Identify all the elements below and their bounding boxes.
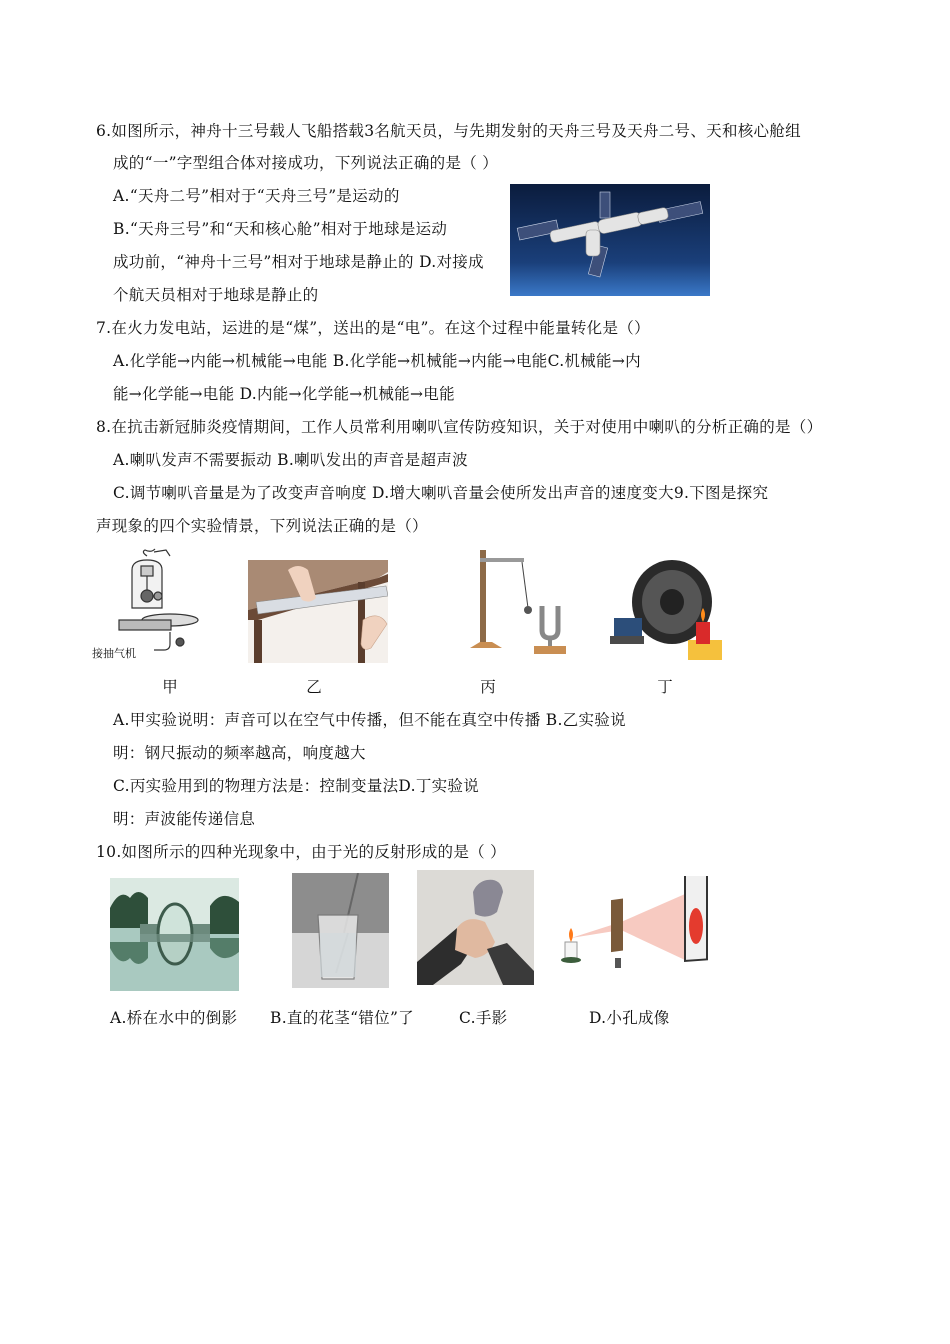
q10-option-a: A.桥在水中的倒影 <box>110 1009 238 1027</box>
q6-option-c: 成功前，“神舟十三号”相对于地球是静止的 D.对接成 <box>113 253 484 271</box>
q7-stem: 7.在火力发电站，运进的是“煤”，送出的是“电”。在这个过程中能量转化是（） <box>96 319 650 337</box>
q9-option-line3: C.丙实验用到的物理方法是：控制变量法D.丁实验说 <box>113 777 480 795</box>
q7-options-line2: 能→化学能→电能 D.内能→化学能→机械能→电能 <box>113 385 455 403</box>
caption-jia: 甲 <box>162 678 178 696</box>
pump-label: 接抽气机 <box>92 647 136 660</box>
pinhole-imaging-image <box>555 876 710 972</box>
space-station-image <box>510 184 710 296</box>
q10-option-c: C.手影 <box>459 1009 508 1027</box>
q10-stem: 10.如图所示的四种光现象中，由于光的反射形成的是（ ） <box>96 843 506 861</box>
ruler-table-figure <box>248 560 388 663</box>
q10-option-d: D.小孔成像 <box>589 1009 670 1027</box>
q6-stem-line2: 成的“一”字型组合体对接成功，下列说法正确的是（ ） <box>113 154 499 172</box>
bridge-reflection-image <box>110 878 239 991</box>
hand-shadow-image <box>417 870 534 985</box>
q9-option-line1: A.甲实验说明：声音可以在空气中传播，但不能在真空中传播 B.乙实验说 <box>113 711 626 729</box>
q6-option-b: B.“天舟三号”和“天和核心舱”相对于地球是运动 <box>113 220 448 238</box>
q8-stem: 8.在抗击新冠肺炎疫情期间，工作人员常利用喇叭宣传防疫知识，关于对使用中喇叭的分析正确的是（） <box>96 418 823 436</box>
q7-options-line1: A.化学能→内能→机械能→电能 B.化学能→机械能→内能→电能C.机械能→内 <box>113 352 641 370</box>
glass-straw-image <box>292 873 389 988</box>
caption-ding: 丁 <box>657 678 673 696</box>
q6-option-d: 个航天员相对于地球是静止的 <box>113 286 319 304</box>
caption-bing: 丙 <box>480 678 496 696</box>
q9-stem: 声现象的四个实验情景，下列说法正确的是（） <box>96 517 428 535</box>
caption-yi: 乙 <box>306 678 322 696</box>
q6-option-a: A.“天舟二号”相对于“天舟三号”是运动的 <box>113 187 400 205</box>
speaker-candle-figure <box>610 556 725 664</box>
q9-option-line4: 明：声波能传递信息 <box>113 810 256 828</box>
q10-option-b: B.直的花茎“错位”了 <box>270 1009 414 1027</box>
tuning-fork-figure <box>462 548 577 660</box>
q6-stem-line1: 6.如图所示，神舟十三号载人飞船搭载3名航天员，与先期发射的天舟三号及天舟二号、天和核心舱组 <box>96 122 801 140</box>
q8-options-line2: C.调节喇叭音量是为了改变声音响度 D.增大喇叭音量会使所发出声音的速度变大9.下图是探究 <box>113 484 769 502</box>
q8-options-line1: A.喇叭发声不需要振动 B.喇叭发出的声音是超声波 <box>113 451 468 469</box>
q9-option-line2: 明：钢尺振动的频率越高，响度越大 <box>113 744 366 762</box>
bell-jar-figure <box>92 548 202 663</box>
